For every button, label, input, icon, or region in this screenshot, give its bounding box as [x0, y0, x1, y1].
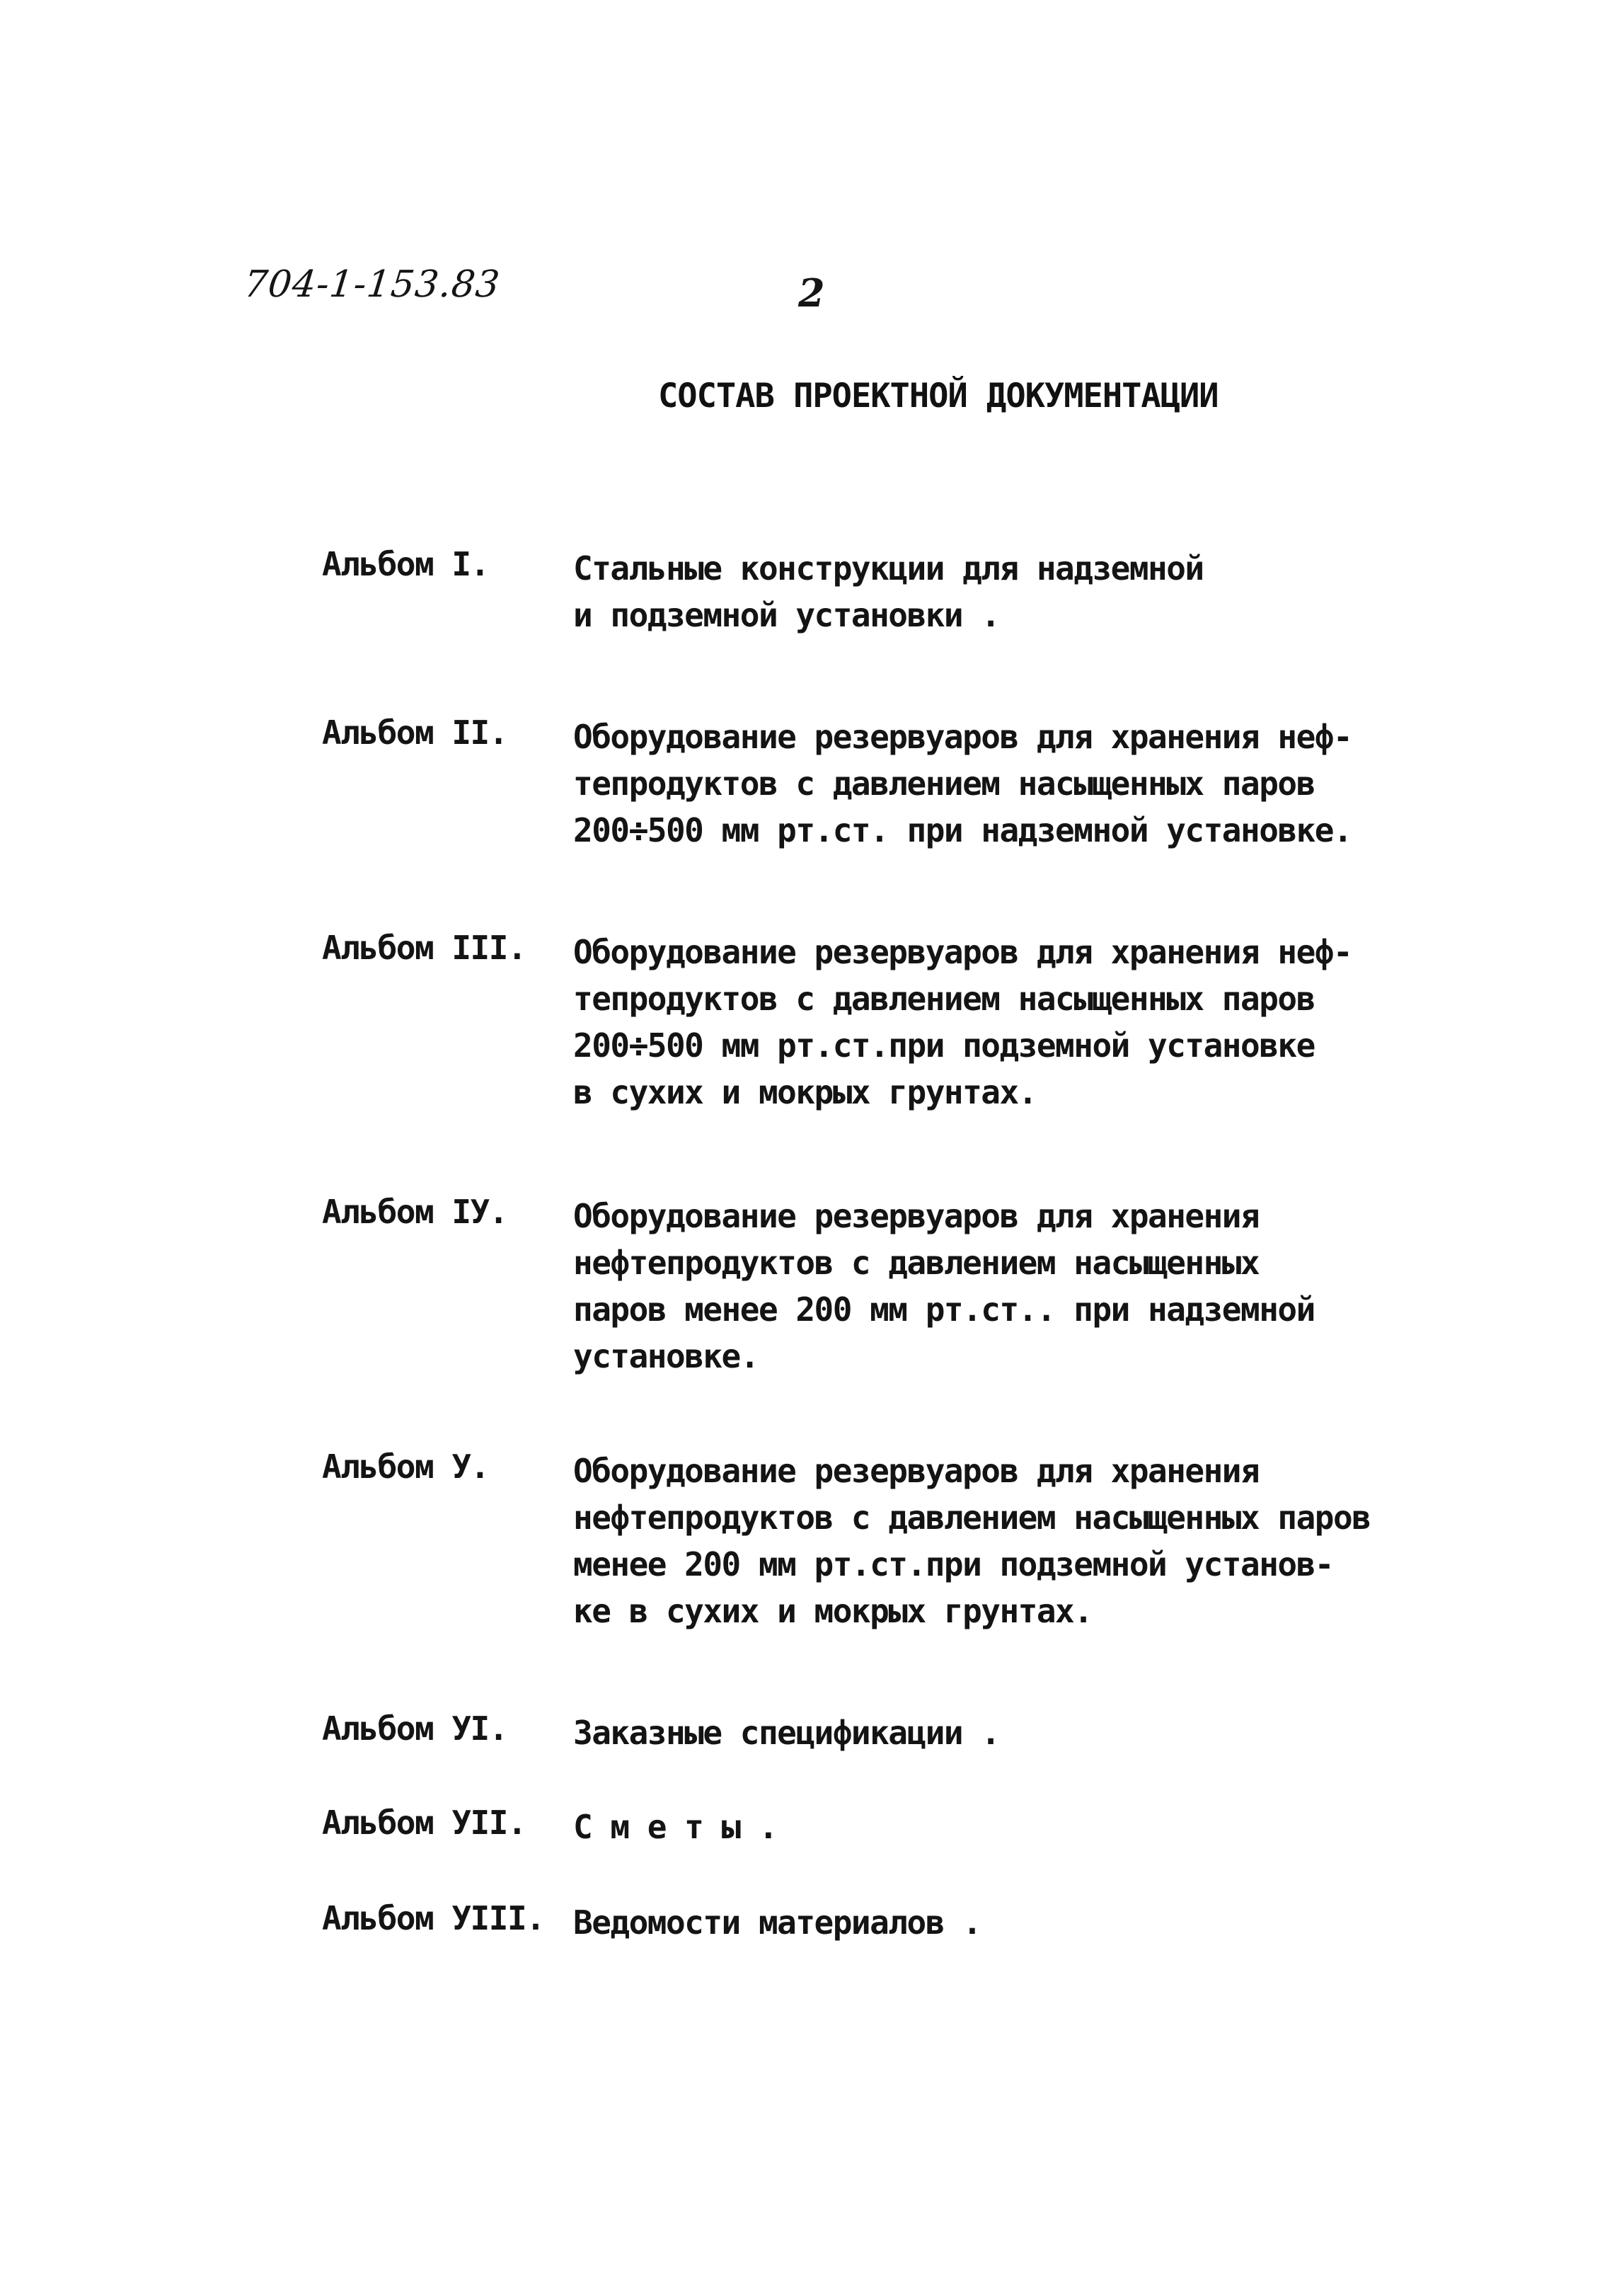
album-description-line: нефтепродуктов с давлением насыщенных паров — [573, 1498, 1371, 1537]
album-description-line: 200÷500 мм рт.ст.при подземной установке — [573, 1026, 1315, 1065]
album-description — [573, 1899, 1422, 1946]
page-number: 2 — [798, 270, 825, 316]
album-description — [573, 545, 1422, 638]
album-label: Альбом I. — [322, 545, 489, 583]
album-label: Альбом УII. — [322, 1804, 526, 1842]
album-description-line: Ведомости материалов . — [573, 1903, 981, 1942]
album-label: Альбом УI. — [322, 1709, 507, 1748]
album-description-line: тепродуктов с давлением насыщенных паров — [573, 764, 1315, 803]
album-description-line: в сухих и мокрых грунтах. — [573, 1073, 1037, 1111]
album-description-line: Стальные конструкции для надземной — [573, 549, 1204, 588]
album-description-line: нефтепродуктов с давлением насыщенных — [573, 1244, 1260, 1282]
document-code: 704-1-153.83 — [241, 263, 502, 306]
album-description — [573, 1448, 1422, 1634]
album-label: Альбом УIII. — [322, 1899, 545, 1937]
album-label: Альбом У. — [322, 1448, 489, 1486]
album-description-line: установке. — [573, 1337, 759, 1375]
album-description-line: С м е т ы . — [573, 1808, 778, 1846]
album-description-line: паров менее 200 мм рт.ст.. при надземной — [573, 1290, 1315, 1329]
album-description — [573, 929, 1422, 1116]
album-description-line: 200÷500 мм рт.ст. при надземной установке. — [573, 811, 1352, 849]
album-description-line: Оборудование резервуаров для хранения — [573, 1197, 1260, 1235]
album-description-line: тепродуктов с давлением насыщенных паров — [573, 980, 1315, 1018]
album-description — [573, 714, 1422, 854]
album-description-line: Оборудование резервуаров для хранения неф- — [573, 933, 1352, 971]
album-description-line: менее 200 мм рт.ст.при подземной установ- — [573, 1545, 1333, 1583]
album-description-line: Оборудование резервуаров для хранения неф- — [573, 718, 1352, 756]
album-label: Альбом IУ. — [322, 1193, 507, 1231]
album-description-line: ке в сухих и мокрых грунтах. — [573, 1592, 1093, 1630]
album-label: Альбом II. — [322, 714, 507, 752]
album-description — [573, 1709, 1422, 1756]
album-description-line: и подземной установки . — [573, 596, 1000, 634]
album-description — [573, 1193, 1422, 1380]
page-title: СОСТАВ ПРОЕКТНОЙ ДОКУМЕНТАЦИИ — [658, 377, 1219, 416]
album-label: Альбом III. — [322, 929, 526, 967]
album-description-line: Заказные спецификации . — [573, 1714, 1000, 1752]
album-description-line: Оборудование резервуаров для хранения — [573, 1452, 1260, 1490]
album-description — [573, 1804, 1422, 1850]
